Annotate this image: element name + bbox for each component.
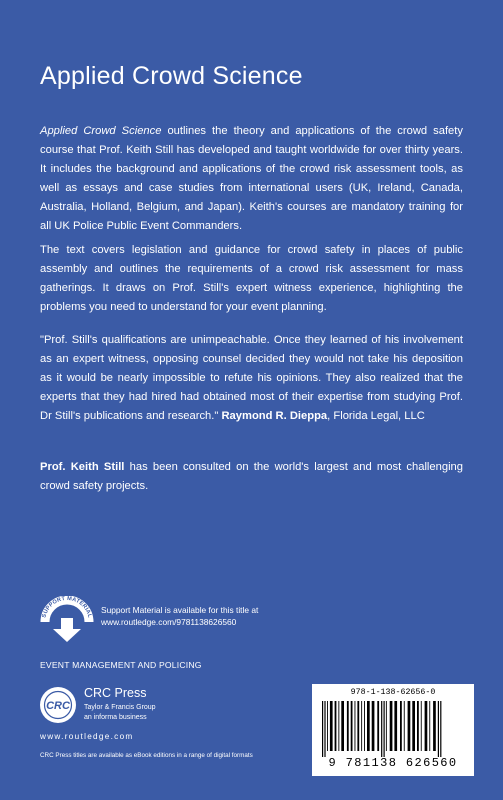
barcode-bar	[335, 701, 337, 751]
description-paragraph	[40, 122, 463, 236]
publisher-group: Taylor & Francis Group	[84, 704, 156, 711]
isbn-barcode	[312, 684, 474, 776]
barcode-bar	[438, 701, 439, 757]
isbn-top-text: 978-1-138-62656-0	[350, 688, 436, 697]
book-title-inline: Applied Crowd Science	[40, 125, 162, 137]
barcode-bar	[330, 701, 333, 751]
barcode-bar	[417, 701, 419, 751]
barcode-bar	[404, 701, 405, 751]
crc-logo-text: CRC	[46, 700, 70, 712]
barcode-bar	[367, 701, 370, 751]
publisher-subtitle	[84, 703, 156, 722]
barcode-bar	[390, 701, 393, 751]
barcode-bar	[412, 701, 415, 751]
barcode-bars	[320, 701, 466, 759]
author-bio-paragraph	[40, 458, 463, 496]
barcode-bar	[421, 701, 422, 751]
testimonial-affiliation: , Florida Legal, LLC	[327, 410, 425, 422]
barcode-bar	[425, 701, 428, 751]
barcode-bar	[355, 701, 356, 751]
barcode-bar	[394, 701, 397, 751]
barcode-bar	[364, 701, 365, 751]
ebook-note: CRC Press titles are available as eBook editions in a range of digital formats	[40, 752, 253, 759]
barcode-bar	[386, 701, 387, 751]
barcode-bar	[322, 701, 323, 757]
support-url-link[interactable]: www.routledge.com/9781138626560	[101, 617, 237, 627]
publisher-name: CRC Press	[84, 686, 147, 700]
page-title: Applied Crowd Science	[40, 62, 303, 90]
barcode-bar	[433, 701, 436, 751]
barcode-bar	[357, 701, 359, 751]
barcode-bar	[338, 701, 339, 751]
barcode-bar	[429, 701, 430, 751]
crc-press-logo	[39, 686, 77, 724]
barcode-bar	[324, 701, 325, 757]
barcode-bar	[408, 701, 411, 751]
support-material-icon-label: SUPPORT MATERIAL	[41, 596, 93, 619]
publisher-url-link[interactable]: www.routledge.com	[40, 732, 134, 741]
series-label: EVENT MANAGEMENT AND POLICING	[40, 660, 202, 670]
barcode-bar	[341, 701, 344, 751]
barcode-bar	[351, 701, 353, 751]
testimonial-author: Raymond R. Dieppa	[221, 410, 328, 422]
support-material-icon	[39, 596, 95, 644]
barcode-bar	[361, 701, 362, 751]
barcode-bar	[440, 701, 441, 757]
support-line: Support Material is available for this title at	[101, 605, 259, 615]
coverage-paragraph: The text covers legislation and guidance for crowd safety in places of public assembly and outlines the requirements of a crowd risk assessment for mass gatherings. It draws on Prof. Still's expert witness experience, highlighting the problems you need to understand for your event planning.	[40, 244, 463, 313]
description-text: outlines the theory and applications of the crowd safety course that Prof. Keith Still has developed and taught worldwide for over thirty years. It includes the background and applications of the crowd risk assessment tools, as well as essays and case studies from international users (UK, Ireland, Canada, Australia, Holland, Belgium, and Japan). Keith's courses are mandatory training for all UK Police Public Event Commanders.	[40, 125, 463, 232]
barcode-bar	[377, 701, 379, 751]
barcode-bar	[347, 701, 349, 751]
testimonial-quote: "Prof. Still's qualifications are unimpeachable. Once they learned of his involvement as an expert witness, opposing counsel decided they would not take his deposition as it would be nearly impossible to refute his opinions. They also realized that the experts that they had hired had obtained most of their expertise from studying Prof. Dr Still's publications and research."	[40, 334, 463, 422]
barcode-bar	[400, 701, 402, 751]
barcode-bar	[381, 701, 382, 757]
author-bio-text: has been consulted on the world's largest and most challenging crowd safety projects.	[40, 461, 464, 492]
author-name: Prof. Keith Still	[40, 461, 125, 473]
barcode-bar	[372, 701, 375, 751]
support-material-text	[101, 604, 361, 628]
barcode-bar	[384, 701, 385, 757]
testimonial-paragraph	[40, 331, 463, 426]
barcode-bar	[327, 701, 328, 751]
publisher-informa: an informa business	[84, 713, 147, 721]
isbn-bottom-text: 9 781138 626560	[328, 756, 458, 770]
